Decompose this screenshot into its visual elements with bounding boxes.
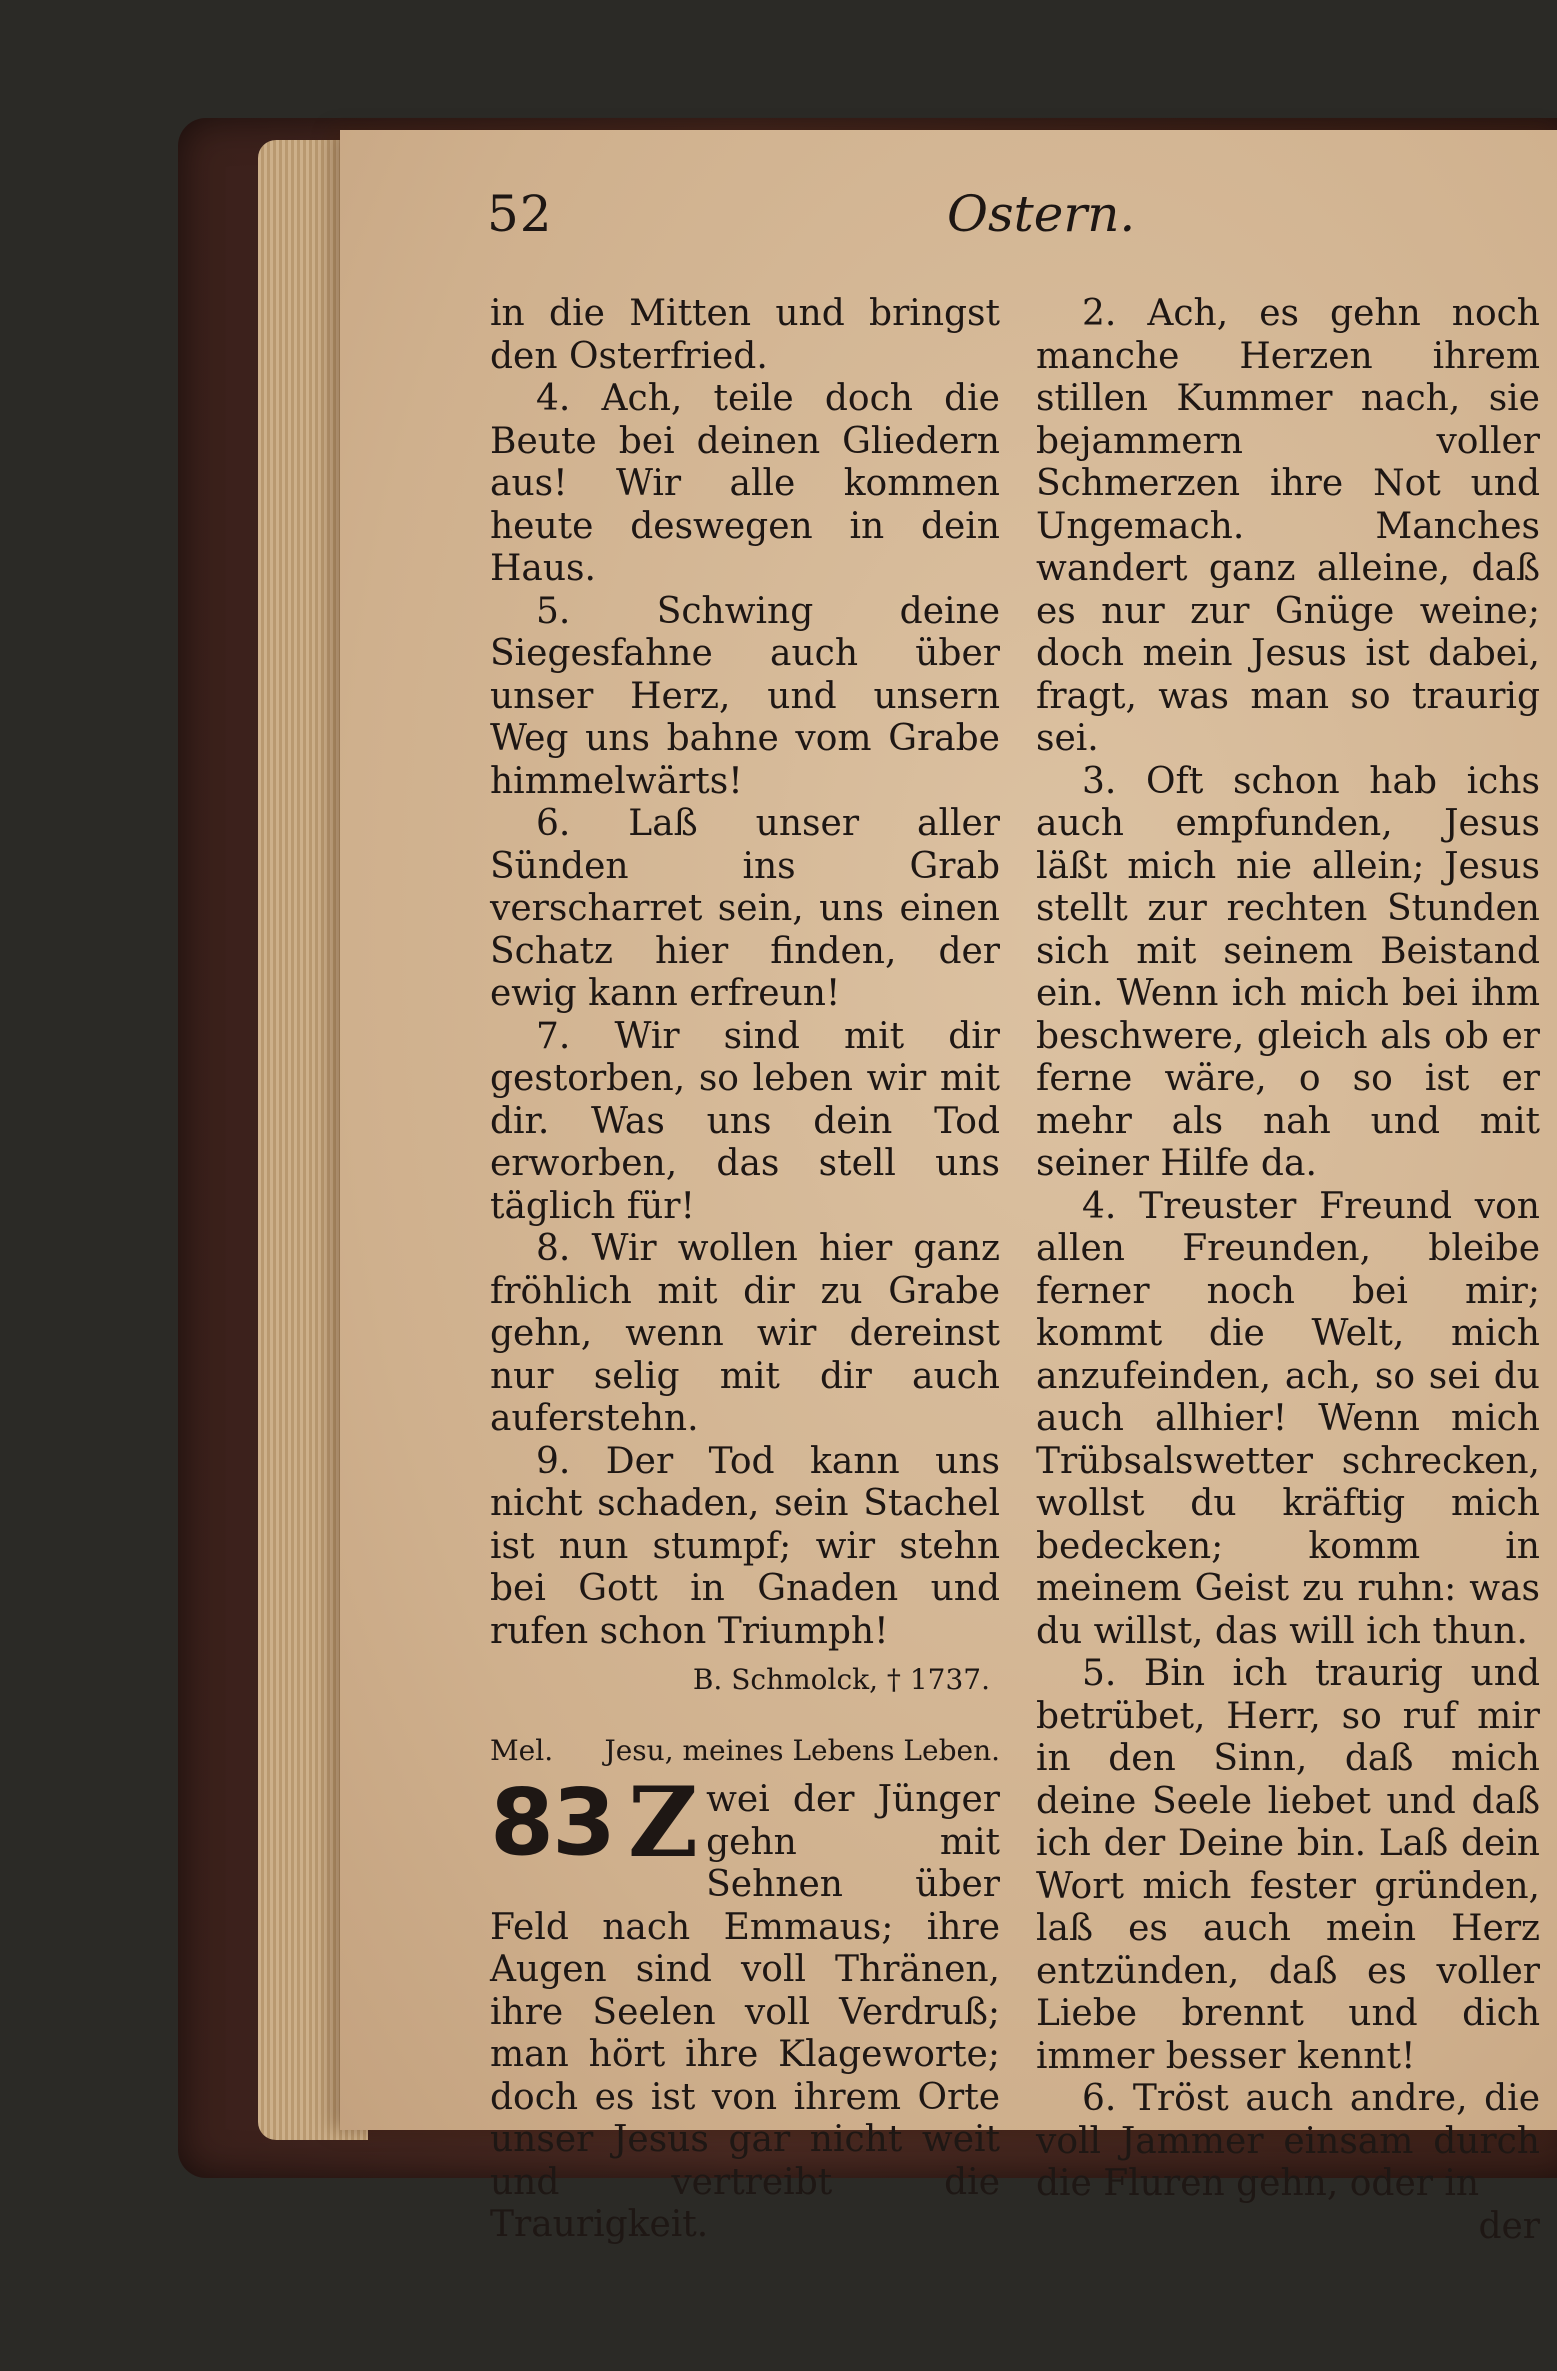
melody-name: Jesu, meines Lebens Leben. — [604, 1734, 1000, 1767]
verse-5-right: 5. Bin ich traurig und betrübet, Herr, so ruf mir in den Sinn, daß mich deine Seele liebet und daß ich der Deine bin. Laß dein Wort mich fester gründen, laß es auch mein Herz entzünden, daß es voller Liebe brennt und dich immer besser kennt! — [1036, 1653, 1540, 2077]
verse-2: 2. Ach, es gehn noch manche Herzen ihrem stillen Kummer nach, sie bejammern voller Schmerzen ihre Not und Ungemach. Manches wandert ganz alleine, daß es nur zur Gnüge weine; doch mein Jesus ist dabei, fragt, was man so traurig sei. — [1036, 293, 1540, 759]
drop-initial: Z — [628, 1766, 699, 1879]
verse-4: 4. Ach, teile doch die Beute bei deinen Gliedern aus! Wir alle kommen heute deswegen in dein Haus. — [490, 378, 1000, 589]
hymn-author: B. Schmolck, † 1737. — [692, 1663, 990, 1696]
verse-3: 3. Oft schon hab ichs auch empfunden, Jesus läßt mich nie allein; Jesus stellt zur rechten Stunden sich mit seinem Beistand ein. Wenn ich mich bei ihm beschwere, gleich als ob er ferne wäre, o so ist er mehr als nah und mit seiner Hilfe da. — [1036, 760, 1540, 1184]
catchword: der — [1478, 2205, 1540, 2247]
verse-9: 9. Der Tod kann uns nicht schaden, sein Stachel ist nun stumpf; wir stehn bei Gott in Gnaden und rufen schon Triumph! — [490, 1440, 1000, 1652]
left-column — [490, 293, 1000, 2247]
verse-7: 7. Wir sind mit dir gestorben, so leben wir mit dir. Was uns dein Tod erworben, das stell uns täglich für! — [490, 1015, 1000, 1227]
hymn-text: wei der Jünger gehn mit Sehnen über Feld nach Emmaus; ihre Augen sind voll Thränen, ihre Seelen voll Verdruß; man hört ihre Klageworte; doch es ist von ihrem Orte unser Jesus gar nicht weit und vertreibt die Traurigkeit. — [490, 1779, 1000, 2245]
hymn-83 — [490, 1766, 1000, 2247]
hymn-number: 83 — [490, 1769, 615, 1876]
page-number: 52 — [487, 185, 553, 243]
melody-line — [490, 1729, 1000, 1773]
verse-4-right: 4. Treuster Freund von allen Freunden, bleibe ferner noch bei mir; kommt die Welt, mich anzufeinden, ach, so sei du auch allhier! Wenn mich Trübsalswetter schrecken, wollst du kräftig mich bedecken; komm in meinem Geist zu ruhn: was du willst, das will ich thun. — [1036, 1185, 1540, 1652]
running-title: Ostern. — [947, 185, 1136, 243]
verse-5: 5. Schwing deine Siegesfahne auch über unser Herz, und unsern Weg uns bahne vom Grabe himmelwärts! — [490, 590, 1000, 802]
verse-6-right: 6. Tröst auch andre, die voll Jammer einsam durch die Fluren gehn, oder in — [1036, 2078, 1540, 2204]
right-column — [1036, 293, 1540, 2248]
verse-8: 8. Wir wollen hier ganz fröhlich mit dir zu Grabe gehn, wenn wir dereinst nur selig mit dir auch auferstehn. — [490, 1228, 1000, 1439]
verse-6: 6. Laß unser aller Sünden ins Grab verscharret sein, uns einen Schatz hier finden, der ewig kann erfreun! — [490, 803, 1000, 1014]
page-header — [487, 185, 1557, 255]
melody-label: Mel. — [490, 1734, 554, 1767]
continued-lines: in die Mitten und bringst den Osterfried. — [490, 293, 1000, 377]
